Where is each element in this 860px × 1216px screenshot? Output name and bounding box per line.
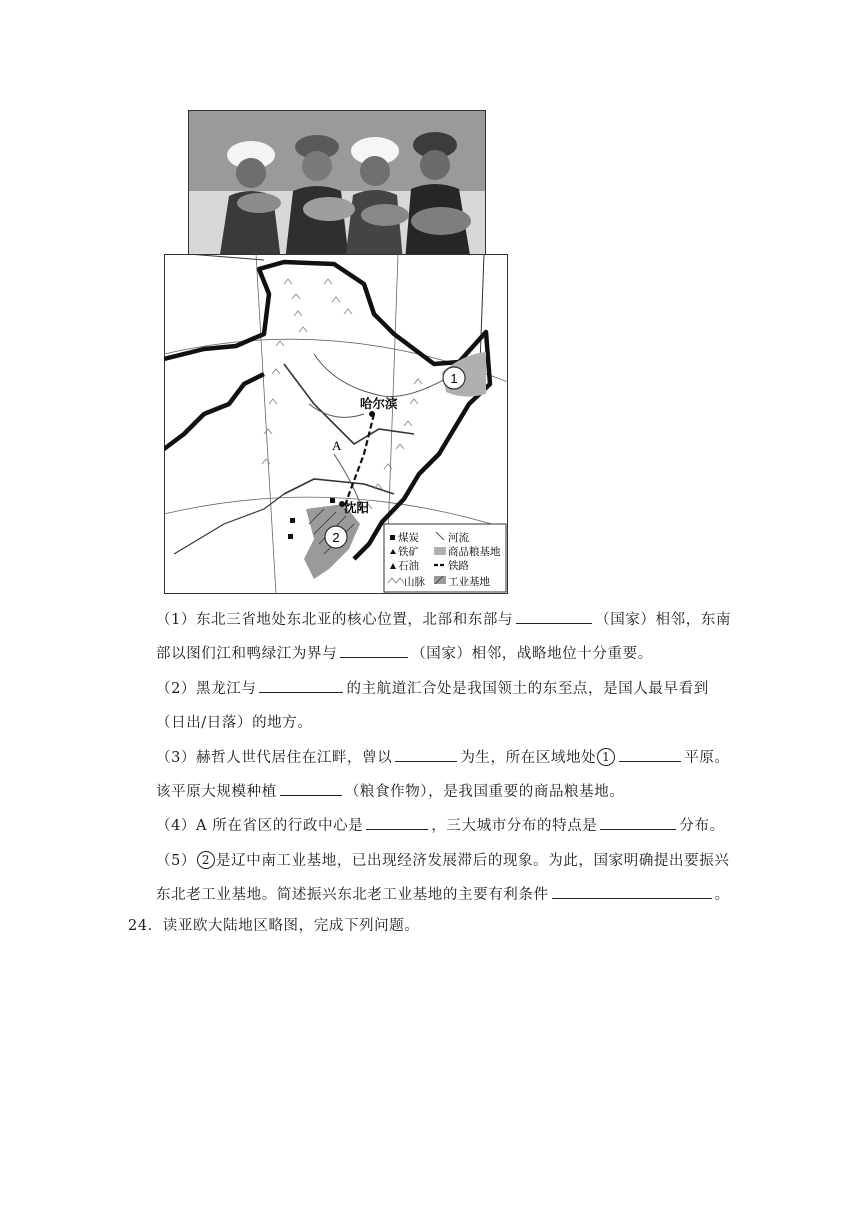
- legend-industry: 工业基地: [448, 576, 490, 588]
- map-label-shenyang: 沈阳: [344, 501, 370, 515]
- hezhe-people-photo: [188, 110, 486, 262]
- circled-number-2: 2: [197, 851, 215, 869]
- legend-railway: 铁路: [448, 560, 469, 572]
- q2-text-a: （2）黑龙江与: [156, 681, 257, 697]
- northeast-china-map: [164, 254, 508, 594]
- q2-text-c: （日出/日落）的地方。: [156, 715, 313, 731]
- q4-blank-distribution[interactable]: [600, 815, 676, 830]
- q1-blank-southeast-neighbor[interactable]: [340, 643, 408, 658]
- q4-blank-capital[interactable]: [366, 815, 428, 830]
- question-2-line-2: [156, 711, 312, 732]
- question-4-line-1: [156, 814, 725, 835]
- question-24-title: 24．读亚欧大陆地区略图，完成下列问题。: [128, 918, 420, 934]
- q5-text-c: 东北老工业基地。简述振兴东北老工业基地的主要有利条件: [156, 887, 549, 903]
- q1-text-d: （国家）相邻，战略地位十分重要。: [411, 646, 653, 662]
- q3-blank-plain[interactable]: [619, 747, 681, 762]
- q2-blank-river[interactable]: [259, 678, 343, 693]
- question-3-line-1: [156, 746, 730, 767]
- q3-text-a: （3）赫哲人世代居住在江畔，曾以: [156, 750, 393, 766]
- q5-text-d: 。: [714, 887, 730, 903]
- q5-text-a: （5）: [156, 853, 197, 869]
- question-5-line-1: [156, 849, 729, 870]
- map-label-A: A: [332, 438, 342, 453]
- q1-text-b: （国家）相邻，东南: [595, 612, 732, 628]
- legend-grain: 商品粮基地: [448, 546, 501, 558]
- q3-blank-livelihood[interactable]: [395, 747, 457, 762]
- q3-blank-crop[interactable]: [280, 781, 342, 796]
- legend-river: 河流: [448, 532, 469, 544]
- question-5-line-2: [156, 883, 730, 904]
- q4-text-b: ，三大城市分布的特点是: [431, 818, 598, 834]
- q3-text-c: 平原。: [684, 750, 730, 766]
- question-1-line-2: [156, 642, 653, 663]
- legend-oil: 石油: [398, 560, 419, 572]
- q4-text-a: （4）A 所在省区的行政中心是: [156, 818, 364, 834]
- q5-text-b: 是辽中南工业基地，已出现经济发展滞后的现象。为此，国家明确提出要振兴: [216, 853, 730, 869]
- map-marker-1: 1: [450, 371, 458, 386]
- q3-text-e: （粮食作物），是我国重要的商品粮基地。: [344, 784, 625, 800]
- legend-iron: 铁矿: [398, 546, 419, 558]
- q5-blank-conditions[interactable]: [552, 884, 712, 899]
- q1-text-a: （1）东北三省地处东北亚的核心位置，北部和东部与: [156, 612, 514, 628]
- question-2-line-1: [156, 677, 709, 698]
- q3-text-d: 该平原大规模种植: [156, 784, 277, 800]
- q4-text-c: 分布。: [679, 818, 725, 834]
- q1-blank-north-neighbor[interactable]: [516, 609, 592, 624]
- question-1-line-1: [156, 608, 731, 629]
- legend-mountain: 山脉: [404, 576, 425, 588]
- q1-text-c: 部以图们江和鸭绿江为界与: [156, 646, 338, 662]
- map-marker-2: 2: [332, 530, 340, 545]
- question-3-line-2: [156, 780, 624, 801]
- map-label-harbin: 哈尔滨: [360, 397, 398, 411]
- legend-coal: 煤炭: [398, 532, 419, 544]
- q2-text-b: 的主航道汇合处是我国领土的东至点，是国人最早看到: [346, 681, 709, 697]
- circled-number-1: 1: [597, 748, 615, 766]
- q3-text-b: 为生，所在区域地处: [460, 750, 597, 766]
